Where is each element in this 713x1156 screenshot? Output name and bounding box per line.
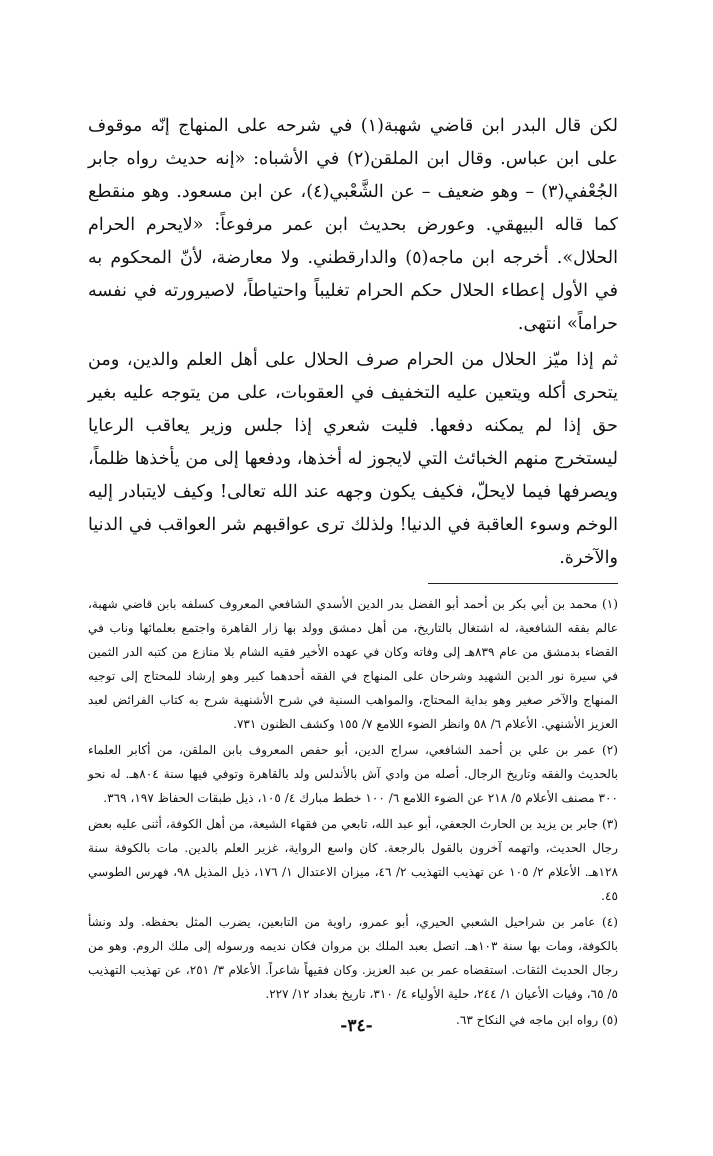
body-paragraph: ثم إذا ميّز الحلال من الحرام صرف الحلال على أهل العلم والدين، ومن يتحرى أكله ويتعين عليه التخفيف في العقوبات، على من يتوجه عليه بغير حق إذا لم يمكنه دفعها. فليت شعري إذا جلس وزير يعاقب الرعايا ليستخرج منهم الخبائث التي لايجوز له أخذها، ودفعها إلى من يأخذها ظلماً، ويصرفها فيما لايحلّ، فكيف يكون وجهه عند الله تعالى! وكيف لايتبادر إليه الوخم وسوء العاقبة في الدنيا! ولذلك ترى عواقبهم شر العواقب في الدنيا والآخرة. xyxy=(88,350,618,568)
footnote: (٤) عامر بن شراحيل الشعبي الحيري، أبو عمرو، راوية من التابعين، يضرب المثل بحفظه. ولد ونشأ بالكوفة، ومات بها سنة ١٠٣هـ. اتصل بعبد الملك بن مروان فكان نديمه ورسوله إلى ملك الروم. وهو من رجال الحديث الثقات. استقضاه عمر بن عبد العزيز. وكان فقيهاً شاعراً. الأعلام ٣/ ٢٥١، عن تهذيب التهذيب ٥/ ٦٥، وفيات الأعيان ١/ ٢٤٤، حلية الأولياء ٤/ ٣١٠، تاريخ بغداد ١٢/ ٢٢٧. xyxy=(88,915,619,1001)
footnote: (٢) عمر بن علي بن أحمد الشافعي، سراج الدين، أبو حفص المعروف بابن الملقن، من أكابر العلماء بالحديث والفقه وتاريخ الرجال. أصله من وادي آش بالأندلس ولد بالقاهرة وتوفي فيها سنة ٨٠٤هـ. له نحو ٣٠٠ مصنف الأعلام ٥/ ٢١٨ عن الضوء اللامع ٦/ ١٠٠ خطط مبارك ٤/ ١٠٥، ذيل طبقات الحفاظ ١٩٧، ٣٦٩. xyxy=(88,743,619,805)
main-text xyxy=(88,110,618,575)
footnote: (١) محمد بن أبي بكر بن أحمد أبو الفضل بدر الدين الأسدي الشافعي المعروف كسلفه بابن قاضي شهبة، عالم بفقه الشافعية، له اشتغال بالتاريخ، من أهل دمشق وولد بها زار القاهرة واجتمع بعلمائها وناب في القضاء بدمشق من عام ٨٣٩هـ إلى وفاته وكان في عهده الأخير فقيه الشام بلا منازع من كتبه الدر الثمين في سيرة نور الدين الشهيد وشرحان على المنهاج في الفقه أحدهما كبير وهو إرشاد للمحتاج إلى توجيه المنهاج والآخر صغير وهو بداية المحتاج، والمواهب السنية في شرح الأشنهية شرح به كتاب الفرائض لعبد العزيز الأشنهي. الأعلام ٦/ ٥٨ وانظر الضوء اللامع ٧/ ١٥٥ وكشف الظنون ٧٣١. xyxy=(88,597,618,731)
footnote-separator xyxy=(428,583,618,584)
page-number: -٣٤- xyxy=(340,1016,373,1036)
body-paragraph: لكن قال البدر ابن قاضي شهبة(١) في شرحه على المنهاج إنّه موقوف على ابن عباس. وقال ابن الملقن(٢) في الأشباه: «إنه حديث رواه جابر الجُعْفي(٣) – وهو ضعيف – عن الشَّعْبي(٤)، عن ابن مسعود. وهو منقطع كما قاله البيهقي. وعورض بحديث ابن عمر مرفوعاً: «لايحرم الحرام الحلال». أخرجه ابن ماجه(٥) والدارقطني. ولا معارضة، لأنّ المحكوم به في الأول إعطاء الحلال حكم الحرام تغليباً واحتياطاً، لاصيرورته في نفسه حراماً» انتهى. xyxy=(88,116,618,334)
footnotes xyxy=(88,592,618,1032)
footnote: (٥) رواه ابن ماجه في النكاح ٦٣. xyxy=(455,1013,618,1027)
footnote: (٣) جابر بن يزيد بن الحارث الجعفي، أبو عبد الله، تابعي من فقهاء الشيعة، من أهل الكوفة، أثنى عليه بعض رجال الحديث، واتهمه آخرون بالقول بالرجعة. كان واسع الرواية، غزير العلم بالدين. مات بالكوفة سنة ١٢٨هـ. الأعلام ٢/ ١٠٥ عن تهذيب التهذيب ٢/ ٤٦، ميزان الاعتدال ١/ ١٧٦، ذيل المذيل ٩٨، فهرس الطوسي ٤٥. xyxy=(88,817,619,903)
book-page xyxy=(88,110,618,1034)
